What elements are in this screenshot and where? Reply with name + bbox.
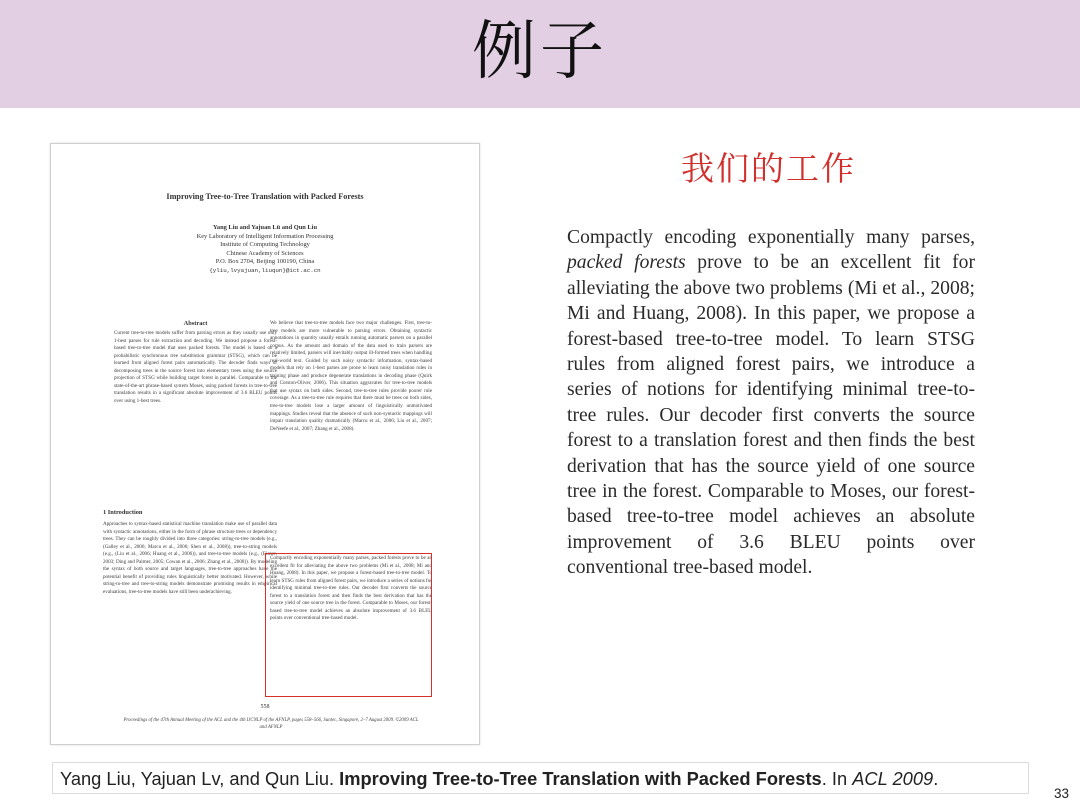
- quote-part-2: prove to be an excellent fit for alleviating the above two problems (Mi et al., 2008; Mi and Huang, 2008). In this paper, we propose a forest-based tree-to-tree model. To learn STSG rules from aligned forest pairs, we introduce a series of notions for identifying minimal tree-to-tree rules. Our decoder first converts the source forest to a translation forest and then finds the best derivation that has the source yield of one source tree in the forest. Comparable to Moses, our forest-based tree-to-tree model achieves an absolute improvement of 3.6 BLEU points over conventional tree-based model.: [567, 252, 975, 579]
- highlighted-paragraph: Compactly encoding exponentially many parses, packed forests prove to be an excellent fit for alleviating the above two problems (Mi et al., 2008; Mi and Huang, 2008). In this paper, we propose a forest-based tree-to-tree model. To learn STSG rules from aligned forest pairs, we introduce a series of notions for identifying minimal tree-to-tree rules. Our decoder first converts the source forest to a translation forest and then finds the best derivation that has the source yield of one source tree in the forest. Comparable to Moses, our forest-based tree-to-tree model achieves an absolute improvement of 3.6 BLEU points over conventional tree-based model.: [270, 555, 432, 622]
- paper-title: Improving Tree-to-Tree Translation with Packed Forests: [166, 192, 364, 201]
- paper-address: P.O. Box 2704, Beijing 100190, China: [215, 258, 315, 266]
- abstract-heading: Abstract: [183, 320, 208, 327]
- quote-part-1: Compactly encoding exponentially many parses,: [567, 227, 975, 248]
- quoted-paragraph: [567, 225, 975, 581]
- paper-page-image: [50, 143, 480, 745]
- slide-header: [0, 0, 1080, 108]
- quote-emphasis: packed forests: [567, 252, 686, 274]
- citation-end: .: [933, 768, 939, 789]
- paper-page-number: 558: [260, 704, 270, 710]
- citation-bar: [52, 762, 1029, 794]
- citation-in: . In: [821, 768, 853, 789]
- intro-text: Approaches to syntax-based statistical machine translation make use of parallel data with syntactic annotations, either in the form of phrase structure trees or dependency trees. They can be roughly divided into three categories: string-to-tree models (e.g., (Galley et al., 2006; Marcu et al., 2006; Shen et al., 2008)), tree-to-string models (e.g., (Liu et al., 2006; Huang et al., 2006)), and tree-to-tree models (e.g., (Eisner, 2003; Ding and Palmer, 2005; Cowan et al., 2006; Zhang et al., 2008)). By modeling the syntax of both source and target languages, tree-to-tree approaches have the potential benefit of providing rules linguistically better motivated. However, while string-to-tree and tree-to-string models demonstrate promising results in empirical evaluations, tree-to-tree models have still been underachieving.: [103, 521, 277, 595]
- highlight-box: [265, 553, 432, 697]
- citation-title: Improving Tree-to-Tree Translation with Packed Forests: [339, 768, 822, 789]
- intro-heading: 1 Introduction: [103, 509, 143, 516]
- paper-affiliation-1: Key Laboratory of Intelligent Information Processing: [196, 232, 334, 240]
- slide-title: 例子: [472, 15, 608, 89]
- paper-authors-block: [51, 224, 479, 276]
- slide-number: 33: [1054, 786, 1070, 801]
- paper-footnote: Proceedings of the 47th Annual Meeting of the ACL and the 4th IJCNLP of the AFNLP, pages 558–566, Suntec, Singapore, 2–7 August 2009. ©2009 ACL and AFNLP: [123, 718, 419, 730]
- section-title: 我们的工作: [681, 149, 856, 188]
- citation-authors: Yang Liu, Yajuan Lv, and Qun Liu.: [60, 768, 340, 789]
- paper-affiliation-2: Institute of Computing Technology: [220, 241, 310, 249]
- citation-venue: ACL 2009: [852, 768, 934, 789]
- abstract-text: Current tree-to-tree models suffer from parsing errors as they usually use only 1-best parses for rule extraction and decoding. We instead propose a forest-based tree-to-tree model that uses packed forests. The model is based on a probabilistic synchronous tree substitution grammar (STSG), which can be learned from aligned forest pairs automatically. The decoder finds ways of decomposing trees in the source forest into elementary trees using the source projection of STSG while building target forest in parallel. Comparable to the state-of-the-art phrase-based system Moses, using packed forests in tree-to-tree translation results in a significant absolute improvement of 3.6 BLEU points over using 1-best trees.: [114, 330, 277, 404]
- paper-authors: Yang Liu and Yajuan Lü and Qun Liu: [212, 224, 318, 231]
- right-column-text: We believe that tree-to-tree models face two major challenges. First, tree-to-tree models are more vulnerable to parsing errors. Obtaining syntactic annotations in quantity usually entails running automatic parsers on a parallel corpus. As the amount and domain of the data used to train parsers are relatively limited, parsers will inevitably output ill-formed trees when handling real-world text. Guided by such noisy syntactic information, syntax-based models that rely on 1-best parses are prone to learn noisy translation rules in training phase and produce degenerate translations in decoding phase (Quirk and Corston-Oliver, 2006). This situation aggravates for tree-to-tree models that use syntax on both sides. Second, tree-to-tree rules provide poorer rule coverage. As a tree-to-tree rule requires that there must be trees on both sides, tree-to-tree models lose a larger amount of linguistically unmotivated mappings. Studies reveal that the absence of such non-syntactic mappings will impair translation quality dramatically (Marcu et al., 2006; Liu et al., 2007; DeNeefe et al., 2007; Zhang et al., 2008).: [270, 320, 432, 432]
- paper-affiliation-3: Chinese Academy of Sciences: [226, 249, 304, 257]
- paper-email: {yliu,lvyajuan,liuqun}@ict.ac.cn: [209, 266, 321, 274]
